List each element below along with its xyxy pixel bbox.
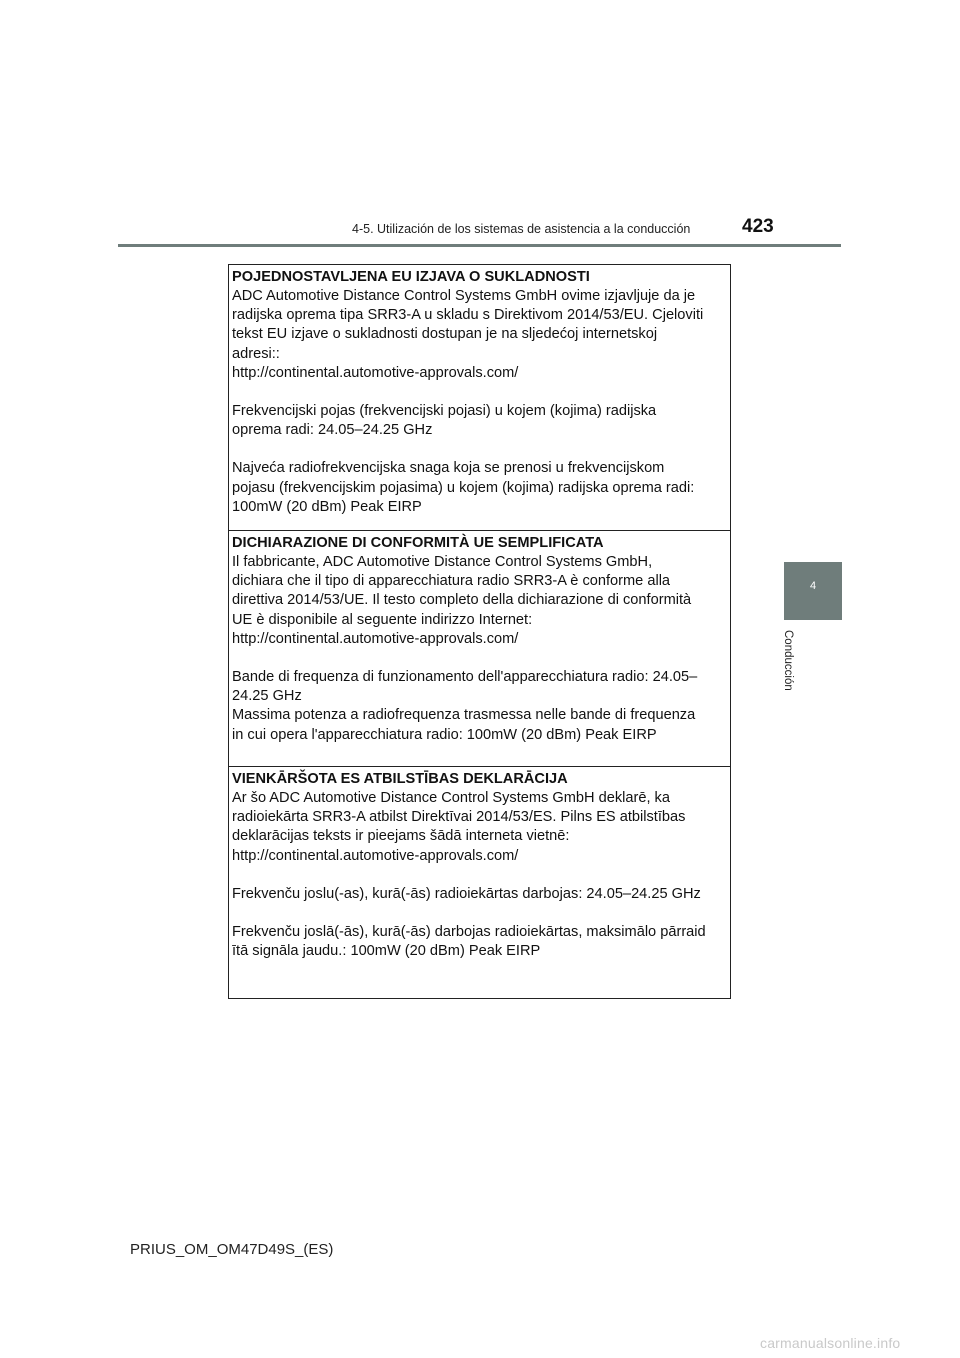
declaration-line: UE è disponibile al seguente indirizzo Internet: [232, 611, 533, 628]
declaration-line: Frekvenču joslā(-ās), kurā(-ās) darbojas radioiekārtas, maksimālo pārraid [232, 924, 706, 941]
chapter-label-text: Conducción [782, 630, 794, 691]
declaration-line: deklarācijas teksts ir pieejams šādā interneta vietnē: [232, 828, 570, 845]
declaration-line: Najveća radiofrekvencijska snaga koja se prenosi u frekvencijskom [232, 460, 665, 477]
declaration-line: Frekvenču joslu(-as), kurā(-ās) radioiekārtas darbojas: 24.05–24.25 GHz [232, 885, 701, 902]
declaration-line: radijska oprema tipa SRR3-A u skladu s Direktivom 2014/53/EU. Cjeloviti [232, 307, 704, 324]
declaration-line: Frekvencijski pojas (frekvencijski pojasi) u kojem (kojima) radijska [232, 403, 657, 420]
declaration-line: oprema radi: 24.05–24.25 GHz [232, 422, 433, 439]
declaration-line: tekst EU izjave o sukladnosti dostupan je na sljedećoj internetskoj [232, 326, 658, 343]
declaration-italian [229, 531, 730, 767]
page-number: 423 [742, 216, 774, 237]
declaration-line: Bande di frequenza di funzionamento dell'apparecchiatura radio: 24.05– [232, 669, 698, 686]
running-header: 4-5. Utilización de los sistemas de asistencia a la conducción [352, 222, 691, 236]
declaration-line: pojasu (frekvencijskim pojasima) u kojem (kojima) radijska oprema radi: [232, 479, 695, 496]
chapter-label [764, 630, 824, 690]
footer-model-code: PRIUS_OM_OM47D49S_(ES) [130, 1241, 334, 1258]
declaration-line: 24.25 GHz [232, 688, 302, 705]
declaration-croatian [229, 265, 730, 531]
declaration-title: DICHIARAZIONE DI CONFORMITÀ UE SEMPLIFICATA [232, 535, 604, 551]
declaration-title: VIENKĀRŠOTA ES ATBILSTĪBAS DEKLARĀCIJA [232, 771, 568, 787]
chapter-number: 4 [809, 580, 817, 592]
declaration-url: http://continental.automotive-approvals.com/ [232, 630, 519, 647]
declaration-title: POJEDNOSTAVLJENA EU IZJAVA O SUKLADNOSTI [232, 269, 590, 285]
declaration-line: ītā signāla jaudu.: 100mW (20 dBm) Peak EIRP [232, 943, 541, 960]
declaration-line: dichiara che il tipo di apparecchiatura radio SRR3-A è conforme alla [232, 573, 671, 590]
declaration-line: direttiva 2014/53/UE. Il testo completo della dichiarazione di conformità [232, 592, 692, 609]
declaration-line: in cui opera l'apparecchiatura radio: 100mW (20 dBm) Peak EIRP [232, 726, 657, 743]
declaration-line: ADC Automotive Distance Control Systems GmbH ovime izjavljuje da je [232, 288, 696, 304]
declaration-line: Il fabbricante, ADC Automotive Distance Control Systems GmbH, [232, 554, 653, 570]
declaration-line: adresi:: [232, 345, 280, 362]
declaration-line: 100mW (20 dBm) Peak EIRP [232, 498, 422, 515]
declaration-url: http://continental.automotive-approvals.com/ [232, 364, 519, 381]
chapter-tab [784, 562, 842, 620]
watermark-text: carmanualsonline.info [760, 1335, 901, 1351]
declaration-latvian [229, 767, 730, 998]
declaration-line: Massima potenza a radiofrequenza trasmessa nelle bande di frequenza [232, 707, 696, 724]
declaration-line: radioiekārta SRR3-A atbilst Direktīvai 2014/53/ES. Pilns ES atbilstības [232, 809, 686, 826]
declaration-line: Ar šo ADC Automotive Distance Control Systems GmbH deklarē, ka [232, 790, 670, 806]
declaration-box [228, 264, 731, 999]
header-rule [118, 244, 841, 247]
declaration-url: http://continental.automotive-approvals.com/ [232, 847, 519, 864]
